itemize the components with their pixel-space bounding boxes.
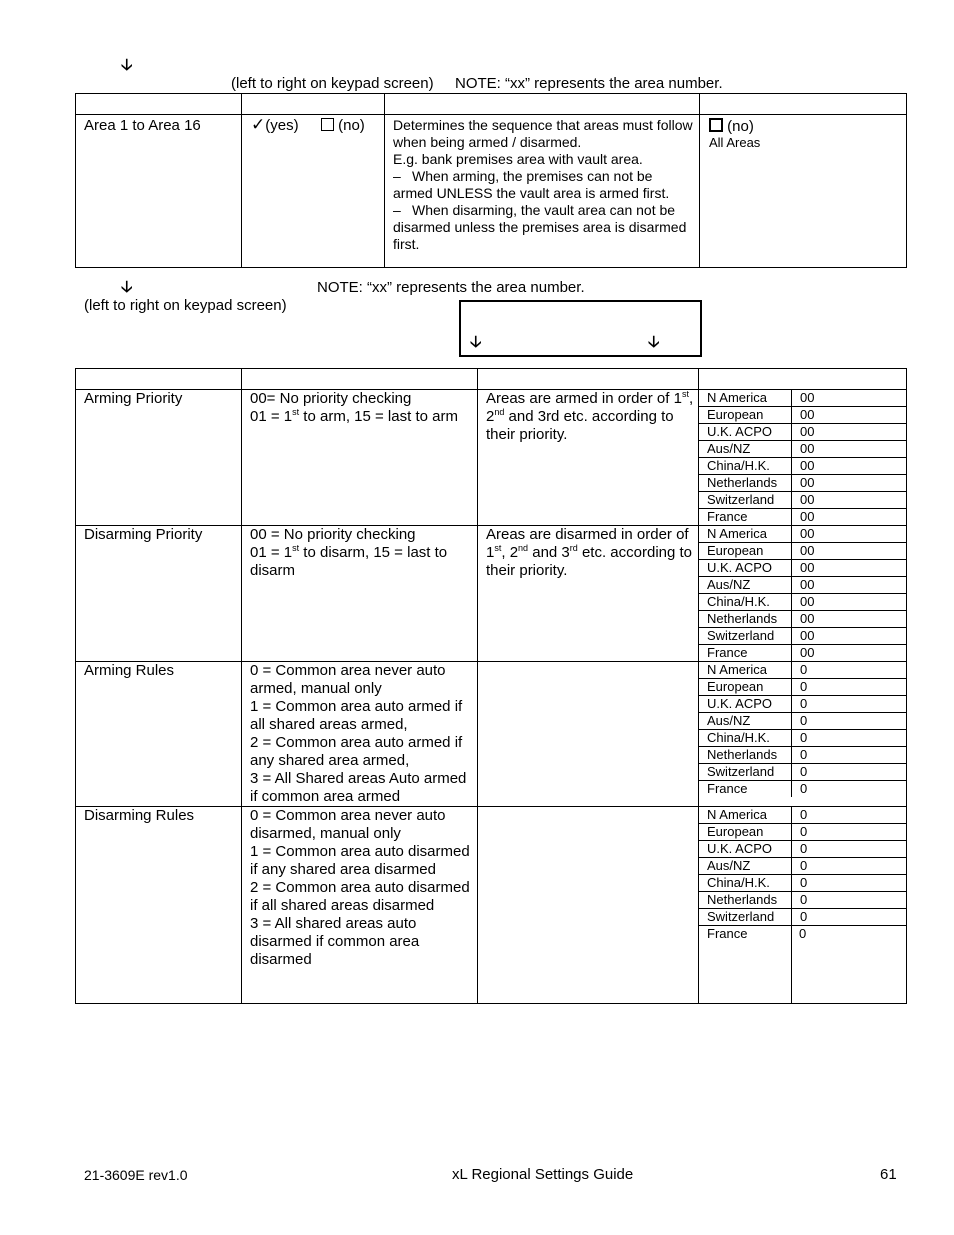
area-sequence-table	[75, 93, 907, 268]
region-defaults	[699, 526, 907, 662]
list-item: Switzerland 00	[699, 492, 906, 509]
list-item: U.K. ACPO 0	[699, 696, 906, 713]
footer-doc-id: 21-3609E rev1.0	[84, 1167, 188, 1183]
header-cell	[76, 369, 242, 390]
options-cell	[242, 807, 478, 1004]
priority-rules-table	[75, 368, 907, 1004]
list-item: N America 0	[699, 662, 906, 679]
checkbox-icon	[321, 118, 334, 131]
list-item: European 00	[699, 543, 906, 560]
down-arrow-icon: 🡣	[648, 332, 660, 351]
description-cell: Areas are armed in order of 1st, 2nd and 3rd etc. according to their priority.	[478, 390, 699, 526]
row-label: Arming Rules	[76, 662, 242, 807]
yes-label: (yes)	[265, 117, 299, 134]
options-cell	[242, 390, 478, 526]
list-item: N America 0	[699, 807, 906, 824]
options-cell	[242, 115, 385, 268]
option-text: 00 = No priority checking	[250, 526, 416, 543]
list-item: Netherlands 0	[699, 892, 906, 909]
table-row	[76, 390, 907, 526]
list-item: N America 00	[699, 526, 906, 543]
option-text: 0 = Common area never auto disarmed, manual only	[250, 807, 446, 842]
option-text: 2 = Common area auto disarmed if all shared areas disarmed	[250, 879, 470, 914]
list-item: Switzerland 00	[699, 628, 906, 645]
options-cell	[242, 526, 478, 662]
row-label: Disarming Rules	[76, 807, 242, 1004]
list-item: Switzerland 0	[699, 764, 906, 781]
list-item: France 0	[699, 781, 906, 797]
description-cell	[385, 115, 700, 268]
list-item: Aus/NZ 0	[699, 713, 906, 730]
table-row	[76, 115, 907, 268]
list-item: France 00	[699, 509, 906, 525]
option-text: 00= No priority checking	[250, 390, 412, 407]
option-text: 01 = 1st to disarm, 15 = last to disarm	[250, 543, 448, 579]
default-value: (no)	[727, 118, 754, 135]
header-cell	[700, 94, 907, 115]
region-defaults	[699, 662, 907, 807]
row-label: Arming Priority	[76, 390, 242, 526]
page-number: 61	[880, 1166, 897, 1183]
list-item: France 00	[699, 645, 906, 661]
table-header-row	[76, 369, 907, 390]
section2-note: NOTE: “xx” represents the area number.	[317, 279, 585, 296]
row-label: Area 1 to Area 16	[76, 115, 242, 268]
description-cell	[478, 662, 699, 807]
list-item: U.K. ACPO 00	[699, 560, 906, 577]
default-scope: All Areas	[709, 135, 761, 150]
list-item: N America 00	[699, 390, 906, 407]
default-cell	[700, 115, 907, 268]
option-text: 0 = Common area never auto armed, manual only	[250, 662, 446, 697]
list-item: Netherlands 0	[699, 747, 906, 764]
table-row	[76, 526, 907, 662]
options-cell	[242, 662, 478, 807]
description-cell	[478, 807, 699, 1004]
footer-title: xL Regional Settings Guide	[452, 1166, 634, 1183]
description-cell: Areas are disarmed in order of 1st, 2nd and 3rd etc. according to their priority.	[478, 526, 699, 662]
option-text: 2 = Common area auto armed if any shared area armed,	[250, 734, 463, 769]
list-item: China/H.K. 00	[699, 458, 906, 475]
option-text: 1 = Common area auto armed if all shared areas armed,	[250, 698, 463, 733]
region-defaults	[699, 390, 907, 526]
region-defaults	[699, 807, 907, 1004]
row-label: Disarming Priority	[76, 526, 242, 662]
list-item: Switzerland 0	[699, 909, 906, 926]
no-label: (no)	[338, 117, 365, 134]
header-cell	[385, 94, 700, 115]
section2-subtitle: (left to right on keypad screen)	[84, 297, 287, 314]
table-row	[76, 807, 907, 1004]
description-bullet: – When disarming, the vault area can not be disarmed unless the premises area is disarmed first.	[393, 202, 687, 252]
list-item: Netherlands 00	[699, 611, 906, 628]
list-item: Aus/NZ 0	[699, 858, 906, 875]
list-item: Aus/NZ 00	[699, 577, 906, 594]
option-text: 1 = Common area auto disarmed if any shared area disarmed	[250, 843, 470, 878]
down-arrow-icon: 🡣	[470, 332, 482, 351]
keypad-screen-box	[459, 300, 702, 357]
list-item: China/H.K. 0	[699, 875, 906, 892]
list-item: U.K. ACPO 0	[699, 841, 906, 858]
checkmark-icon: ✓	[251, 115, 266, 135]
down-arrow-icon: 🡣	[121, 277, 133, 296]
list-item: China/H.K. 00	[699, 594, 906, 611]
description-example: E.g. bank premises area with vault area.	[393, 151, 643, 167]
description-text: Determines the sequence that areas must follow when being armed / disarmed.	[393, 117, 693, 150]
option-text: 3 = All Shared areas Auto armed if common area armed	[250, 770, 467, 805]
list-item: U.K. ACPO 00	[699, 424, 906, 441]
list-item: European 0	[699, 679, 906, 696]
table-row	[76, 662, 907, 807]
list-item: China/H.K. 0	[699, 730, 906, 747]
header-cell	[242, 94, 385, 115]
header-cell	[242, 369, 478, 390]
option-text: 3 = All shared areas auto disarmed if common area disarmed	[250, 915, 420, 968]
description-bullet: – When arming, the premises can not be armed UNLESS the vault area is armed first.	[393, 168, 670, 201]
list-item: European 00	[699, 407, 906, 424]
list-item: Netherlands 00	[699, 475, 906, 492]
header-cell	[478, 369, 699, 390]
down-arrow-icon: 🡣	[121, 55, 133, 74]
checkbox-icon	[709, 118, 723, 132]
option-text: 01 = 1st to arm, 15 = last to arm	[250, 407, 458, 425]
list-item: France 0	[707, 926, 807, 941]
list-item: European 0	[699, 824, 906, 841]
header-cell	[699, 369, 907, 390]
list-item: Aus/NZ 00	[699, 441, 906, 458]
section1-subtitle: (left to right on keypad screen)	[231, 75, 434, 92]
header-cell	[76, 94, 242, 115]
section1-note: NOTE: “xx” represents the area number.	[455, 75, 723, 92]
table-header-row	[76, 94, 907, 115]
